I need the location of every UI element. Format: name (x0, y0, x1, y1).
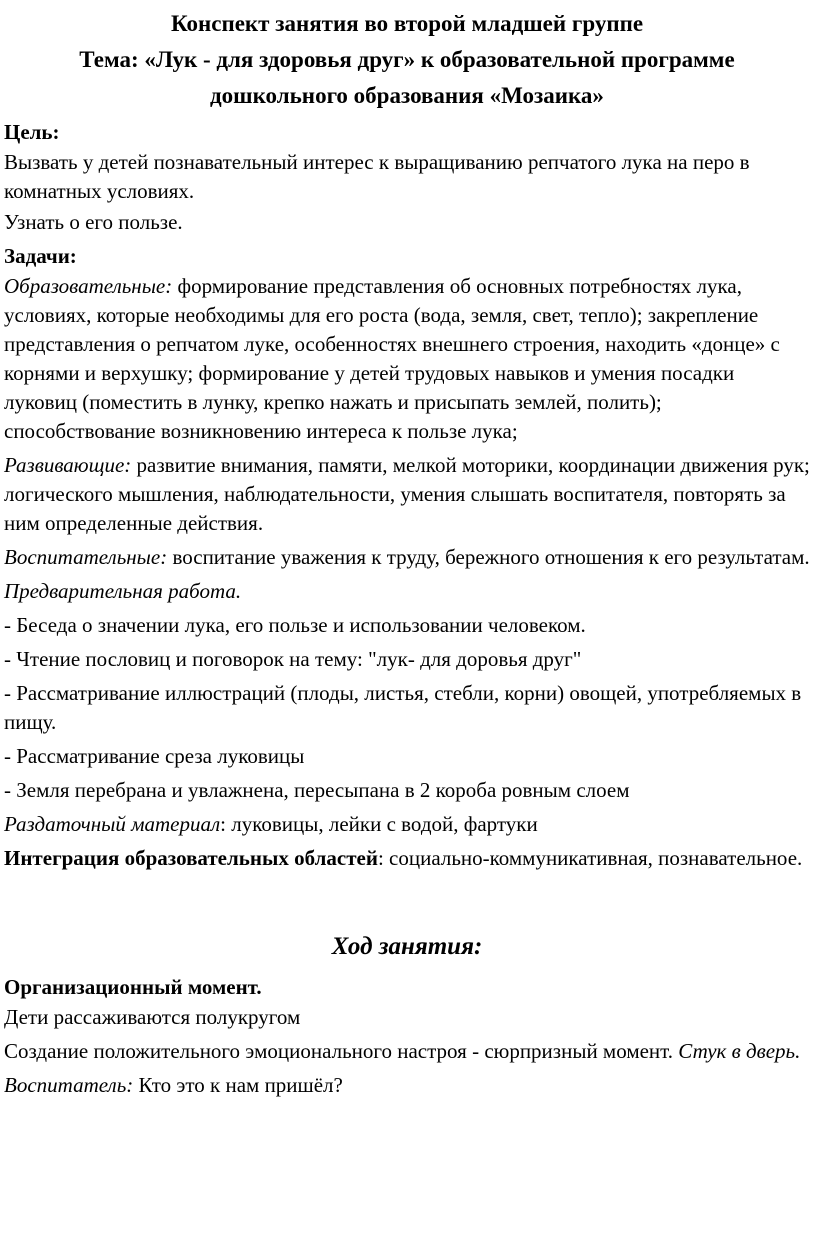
lesson-paragraph-1: Дети рассаживаются полукругом (4, 1005, 301, 1029)
integration-paragraph (4, 844, 810, 873)
lesson-paragraph-2-italic: Стук в дверь. (678, 1039, 801, 1063)
preliminary-item: - Земля перебрана и увлажнена, пересыпана в 2 короба ровным слоем (4, 778, 630, 802)
preliminary-item: - Беседа о значении лука, его пользе и использовании человеком. (4, 613, 586, 637)
tasks-upbringing (4, 543, 810, 572)
goal-paragraph-1: Вызвать у детей познавательный интерес к выращиванию репчатого лука на перо в комнатных условиях. (4, 150, 750, 203)
tasks-heading: Задачи: (4, 244, 77, 268)
tasks-upbringing-text: воспитание уважения к труду, бережного отношения к его результатам. (167, 545, 810, 569)
goal-paragraph-2: Узнать о его пользе. (4, 210, 183, 234)
lesson-paragraph-2-text: Создание положительного эмоционального настроя - сюрпризный момент. (4, 1039, 679, 1063)
preliminary-item: - Чтение пословиц и поговорок на тему: "лук- для доровья друг" (4, 647, 582, 671)
handout-paragraph (4, 810, 810, 839)
goal-heading: Цель: (4, 120, 60, 144)
teacher-text: Кто это к нам пришёл? (133, 1073, 343, 1097)
preliminary-heading: Предварительная работа. (4, 579, 242, 603)
preliminary-item: - Рассматривание среза луковицы (4, 744, 305, 768)
teacher-label: Воспитатель: (4, 1073, 134, 1097)
handout-label: Раздаточный материал (4, 812, 221, 836)
tasks-educational (4, 272, 810, 446)
integration-text: : социально-коммуникативная, познавательное. (377, 846, 803, 870)
tasks-educational-label: Образовательные: (4, 274, 173, 298)
teacher-line (4, 1071, 810, 1100)
lesson-paragraph-2 (4, 1037, 810, 1066)
handout-text: : луковицы, лейки с водой, фартуки (220, 812, 538, 836)
preliminary-item: - Рассматривание иллюстраций (плоды, листья, стебли, корни) овощей, употребляемых в пищу. (4, 681, 802, 734)
tasks-developing (4, 451, 810, 538)
org-moment-heading: Организационный момент. (4, 975, 262, 999)
tasks-developing-text: развитие внимания, памяти, мелкой моторики, координации движения рук; логического мышления, наблюдательности, умения слышать воспитателя, повторять за ним определенные действия. (4, 453, 810, 535)
title-line-3: дошкольного образования «Мозаика» (210, 83, 604, 108)
title-line-2: Тема: «Лук - для здоровья друг» к образовательной программе (79, 47, 735, 72)
title-line-1: Конспект занятия во второй младшей группе (170, 11, 644, 36)
integration-label: Интеграция образовательных областей (4, 846, 378, 870)
tasks-developing-label: Развивающие: (4, 453, 132, 477)
lesson-title: Ход занятия: (331, 933, 483, 960)
tasks-educational-text: формирование представления об основных потребностях лука, условиях, которые необходимы для его роста (вода, земля, свет, тепло); закрепление представления о репчатом луке, особенностях внешнего строения, находить «донце» с корнями и верхушку; формирование у детей трудовых навыков и умения посадки луковиц (поместить в лунку, крепко нажать и присыпать землей, полить); способствование возникновению интереса к пользе лука; (4, 274, 780, 443)
document-title (4, 6, 810, 114)
tasks-upbringing-label: Воспитательные: (4, 545, 168, 569)
